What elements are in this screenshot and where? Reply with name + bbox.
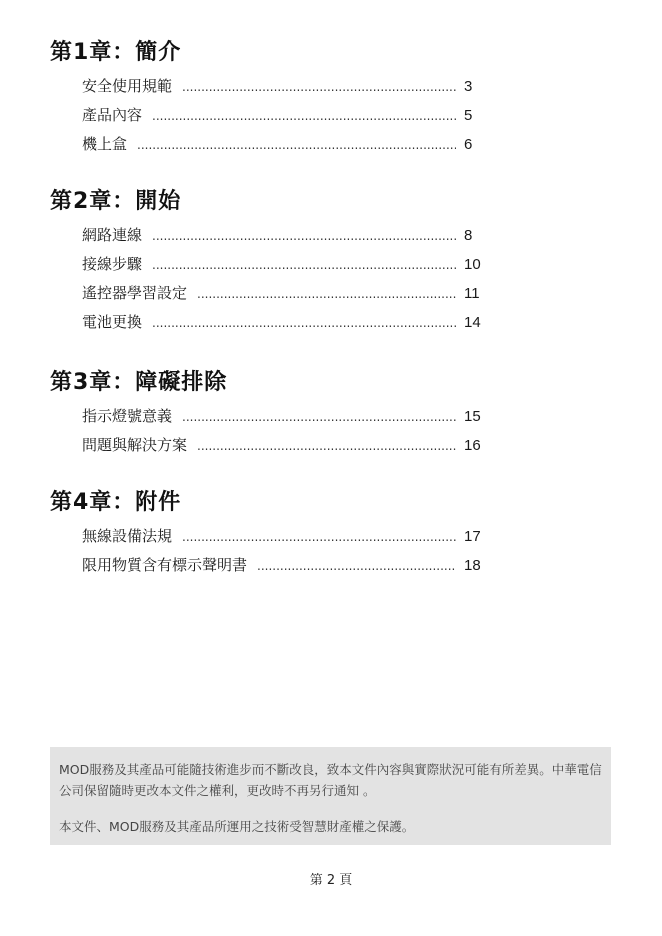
dot-leader [152, 102, 456, 131]
toc-entry-label: 機上盒 [82, 135, 128, 153]
toc-entry[interactable] [82, 72, 492, 101]
dot-leader [197, 280, 456, 309]
toc-entry-label: 限用物質含有標示聲明書 [82, 556, 248, 574]
toc-entry-page: 14 [464, 314, 481, 331]
toc-entry-label: 遙控器學習設定 [82, 284, 188, 302]
page-number: 第 2 頁 [309, 873, 353, 888]
dot-leader [197, 432, 456, 461]
toc-entry-label: 無線設備法規 [82, 527, 173, 545]
dot-leader [182, 403, 456, 432]
toc-entry-label: 產品內容 [82, 106, 143, 124]
toc-entry[interactable] [82, 522, 492, 551]
toc-entry[interactable] [82, 221, 492, 250]
toc-entry-page: 11 [464, 285, 480, 302]
chapter-title: 第2章：開始 [50, 189, 182, 214]
toc-entry[interactable] [82, 101, 492, 130]
toc-entry[interactable] [82, 431, 492, 460]
dot-leader [152, 309, 456, 338]
toc-entry-page: 17 [464, 528, 481, 545]
toc-entry[interactable] [82, 308, 492, 337]
toc-entry[interactable] [82, 402, 492, 431]
dot-leader [137, 131, 456, 160]
toc-entry-page: 3 [464, 78, 473, 95]
dot-leader [152, 251, 456, 280]
toc-entry-page: 10 [464, 256, 481, 273]
toc-entry-page: 15 [464, 408, 481, 425]
toc-entry-label: 指示燈號意義 [82, 407, 173, 425]
dot-leader [182, 73, 456, 102]
toc-entry[interactable] [82, 130, 492, 159]
toc-entry-label: 網路連線 [82, 226, 143, 244]
chapter-title: 第1章：簡介 [50, 40, 182, 65]
toc-entry-label: 電池更換 [82, 313, 143, 331]
dot-leader [257, 552, 456, 581]
toc-entry-page: 16 [464, 437, 481, 454]
chapter-3 [50, 368, 510, 460]
toc-entry-page: 18 [464, 557, 481, 574]
chapter-title: 第4章：附件 [50, 490, 182, 515]
toc-entry[interactable] [82, 250, 492, 279]
dot-leader [182, 523, 456, 552]
toc-entry-page: 8 [464, 227, 473, 244]
dot-leader [152, 222, 456, 251]
chapter-1 [50, 38, 510, 159]
copyright-paragraph: 本文件、MOD服務及其產品所運用之技術受智慧財產權之保護。 [59, 819, 415, 834]
chapter-title: 第3章：障礙排除 [50, 370, 228, 395]
chapter-2 [50, 187, 510, 337]
toc-entry-label: 接線步驟 [82, 255, 143, 273]
toc-entry-page: 5 [464, 107, 473, 124]
toc-entry-label: 問題與解決方案 [82, 436, 188, 454]
disclaimer-paragraph: MOD服務及其產品可能隨技術進步而不斷改良，致本文件內容與實際狀況可能有所差異。中華電信公司保留隨時更改本文件之權利，更改時不再另行通知 。 [59, 762, 602, 798]
toc-entry-label: 安全使用規範 [82, 77, 173, 95]
disclaimer-notice [50, 747, 611, 845]
toc-entry-page: 6 [464, 136, 473, 153]
toc-entry[interactable] [82, 551, 492, 580]
chapter-4 [50, 488, 510, 580]
toc-entry[interactable] [82, 279, 492, 308]
